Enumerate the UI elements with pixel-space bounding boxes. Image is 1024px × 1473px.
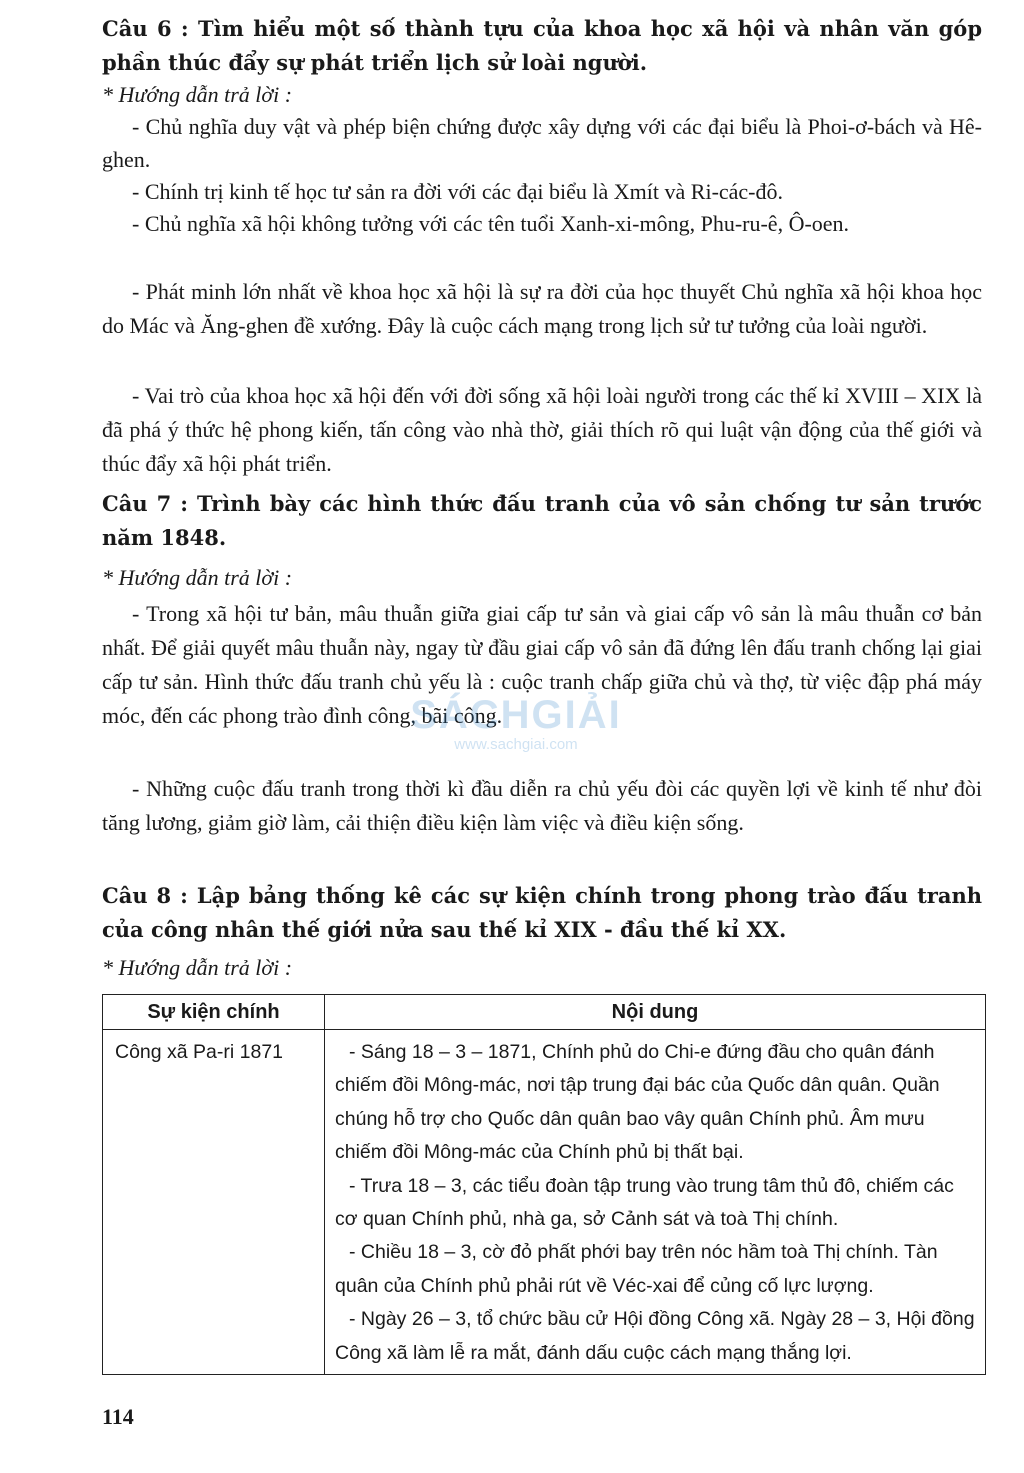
table-content-paragraph: - Trưa 18 – 3, các tiểu đoàn tập trung vào trung tâm thủ đô, chiếm các cơ quan Chính phủ, nhà ga, sở Cảnh sát và toà Thị chính. <box>335 1174 954 1231</box>
table-content-paragraph: - Chiều 18 – 3, cờ đỏ phất phới bay trên nóc hầm toà Thị chính. Tàn quân của Chính phủ phải rút về Véc-xai để củng cố lực lượng. <box>335 1241 938 1297</box>
watermark-logo: SÁCHGIẢI <box>410 693 622 737</box>
question-8-guide-label: * Hướng dẫn trả lời : <box>102 955 293 980</box>
question-7-paragraph: - Những cuộc đấu tranh trong thời kì đầu diễn ra chủ yếu đòi các quyền lợi về kinh tế như đòi tăng lương, giảm giờ làm, cải thiện điều kiện làm việc và điều kiện sống. <box>102 776 982 835</box>
question-7-title: Câu 7 : Trình bày các hình thức đấu tranh của vô sản chống tư sản trước năm 1848. <box>102 491 982 550</box>
page-number: 114 <box>102 1404 134 1429</box>
question-6-paragraph: - Phát minh lớn nhất về khoa học xã hội là sự ra đời của học thuyết Chủ nghĩa xã hội khoa học do Mác và Ăng-ghen đề xướng. Đây là cuộc cách mạng trong lịch sử tư tưởng của loài người. <box>102 279 982 338</box>
table-cell-event: Công xã Pa-ri 1871 <box>103 1030 325 1375</box>
question-6-paragraph: - Chủ nghĩa duy vật và phép biện chứng được xây dựng với các đại biểu là Phoi-ơ-bách và Hê-ghen. <box>102 114 982 172</box>
question-6-paragraph: - Vai trò của khoa học xã hội đến với đời sống xã hội loài người trong các thế kỉ XVIII – XIX là đã phá ý thức hệ phong kiến, tấn công vào nhà thờ, giải thích rõ qui luật vận động của thế giới và thúc đẩy xã hội phát triển. <box>102 383 982 476</box>
table-cell-content <box>325 1030 986 1375</box>
question-6-guide-label: * Hướng dẫn trả lời : <box>102 82 293 107</box>
question-6-paragraph: - Chính trị kinh tế học tư sản ra đời với các đại biểu là Xmít và Ri-các-đô. <box>132 179 784 204</box>
events-table <box>102 994 986 1375</box>
question-6-title: Câu 6 : Tìm hiểu một số thành tựu của khoa học xã hội và nhân văn góp phần thúc đẩy sự phát triển lịch sử loài người. <box>102 16 982 75</box>
table-header-event: Sự kiện chính <box>103 995 325 1030</box>
question-7-paragraph: - Trong xã hội tư bản, mâu thuẫn giữa giai cấp tư sản và giai cấp vô sản là mâu thuẫn cơ bản nhất. Để giải quyết mâu thuẫn này, ngay từ đầu giai cấp vô sản đã đứng lên đấu tranh chống lại giai cấp tư sản. Hình thức đấu tranh chủ yếu là : cuộc tranh chấp giữa chủ và thợ, từ việc đập phá máy móc, đến các phong trào đình công, bãi công. <box>102 601 982 728</box>
question-8-title: Câu 8 : Lập bảng thống kê các sự kiện chính trong phong trào đấu tranh của công nhân thế giới nửa sau thế kỉ XIX - đầu thế kỉ XX. <box>102 883 982 942</box>
question-7-guide-label: * Hướng dẫn trả lời : <box>102 565 293 590</box>
table-content-paragraph: - Sáng 18 – 3 – 1871, Chính phủ do Chi-e đứng đầu cho quân đánh chiếm đồi Mông-mác, nơi tập trung đại bác của Quốc dân quân. Quần chúng hỗ trợ cho Quốc dân quân bao vây quân Chính phủ. Âm mưu chiếm đồi Mông-mác của Chính phủ bị thất bại. <box>335 1041 940 1164</box>
table-header-row <box>103 995 986 1030</box>
watermark-url: www.sachgiai.com <box>454 736 578 753</box>
table-row <box>103 1030 986 1375</box>
table-content-paragraph: - Ngày 26 – 3, tổ chức bầu cử Hội đồng Công xã. Ngày 28 – 3, Hội đồng Công xã làm lễ ra mắt, đánh dấu cuộc cách mạng thắng lợi. <box>335 1308 975 1364</box>
table-header-content: Nội dung <box>325 995 986 1030</box>
question-6-paragraph: - Chủ nghĩa xã hội không tưởng với các tên tuổi Xanh-xi-mông, Phu-ru-ê, Ô-oen. <box>132 211 850 236</box>
